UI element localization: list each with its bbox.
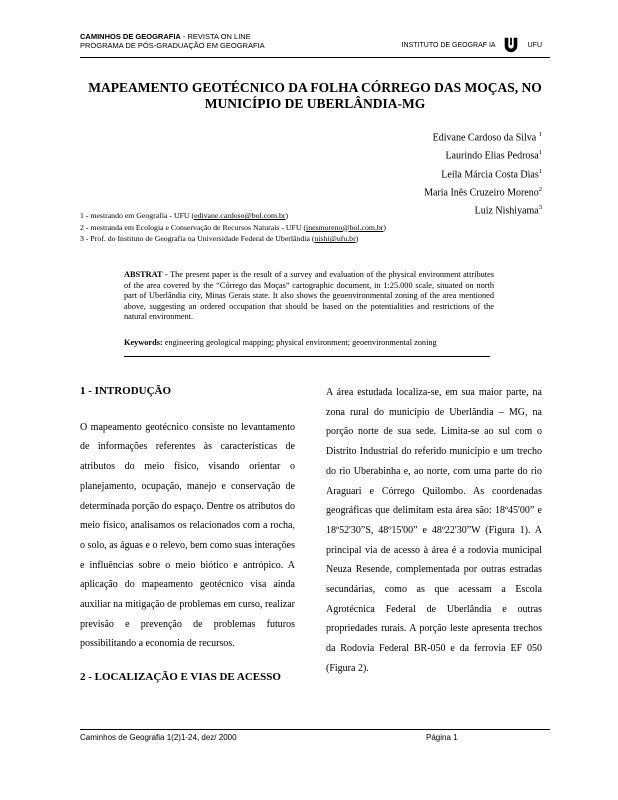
author: Edivane Cardoso da Silva $^1$ xyxy=(432,131,542,144)
introduction-paragraph: O mapeamento geotécnico consiste no levantamento de informações referentes às características de atributos do meio físico, visando orientar o planejamento, ocupação, manejo e conservação de determinada porção do espaço. Dentre os atributos do meio físico, analisamos os relacionados com a rocha, o solo, as águas e o relevo, bem como suas interações e influências sobre o meio biótico e antrópico. A aplicação do mapeamento geotécnico visa ainda auxiliar na mitigação de problemas em curso, realizar previsão e prevenção de problemas futuros possibilitando a economia de recursos. xyxy=(80,421,295,650)
university-name: UFU xyxy=(527,41,542,49)
left-column xyxy=(80,382,295,688)
affiliation-note: 3 - Prof. do Instituto de Geografia na Universidade Federal de Uberlândia (nishi@ufu.br) xyxy=(80,234,359,243)
institute-header xyxy=(402,36,542,54)
author: Maria Inês Cruzeiro Moreno$^2$ xyxy=(424,185,542,199)
email-link[interactable]: edivane.cardoso@bol.com.br xyxy=(194,211,286,220)
section-heading-location: 2 - LOCALIZAÇÃO E VIAS DE ACESSO xyxy=(80,671,281,684)
keywords-text: engineering geological mapping; physical environment; geoenvironmental zoning xyxy=(162,338,437,347)
abstract xyxy=(124,270,494,323)
program-name: PROGRAMA DE PÓS-GRADUAÇÃO EM GEOGRAFIA xyxy=(80,41,265,50)
footer-divider xyxy=(80,729,550,730)
affiliation-note: 1 - mestrando em Geografia - UFU (edivane.cardoso@bol.com.br) xyxy=(80,211,289,220)
running-header xyxy=(80,32,265,50)
affiliation-notes xyxy=(80,210,386,245)
author: Laurindo Elias Pedrosa$^1$ xyxy=(445,149,542,162)
author-list xyxy=(424,127,542,219)
right-column xyxy=(326,383,542,679)
header-divider xyxy=(80,57,550,58)
abstract-label: ABSTRAT - xyxy=(124,270,168,279)
author: Leila Márcia Costa Dias$^1$ xyxy=(441,167,542,180)
location-paragraph: A área estudada localiza-se, em sua maior parte, na zona rural do município de Uberlândia – MG, na porção norte de sua sede. Limita-se ao sul com o Distrito Industrial do referido município e um trecho do rio Uberabinha e, ao norte, com uma parte do rio Araguari e Córrego Quilombo. As coordenadas geográficas que delimitam esta área são: 18º45'00” e 18º52'30”S, 48º15'00” e 48º22'30”W (Figura 1). A principal via de acesso à área é a rodovia municipal Neuza Resende, complementada por outras estradas secundárias, como as que acessam a Escola Agrotécnica Federal de Uberlândia e outras propriedades rurais. A porção leste apresenta trechos da Rodovia Federal BR-050 e da ferrovia EF 050 (Figura 2). xyxy=(326,387,542,674)
paper-title: MAPEAMENTO GEOTÉCNICO DA FOLHA CÓRREGO DAS MOÇAS, NO MUNICÍPIO DE UBERLÂNDIA-MG xyxy=(88,80,542,111)
page-number: Página 1 xyxy=(426,733,458,742)
ufu-logo-icon xyxy=(502,36,520,54)
footer-citation: Caminhos de Geografia 1(2)1-24, dez/ 2000 xyxy=(80,733,237,742)
abstract-text: The present paper is the result of a survey and evaluation of the physical environment attributes of the area covered by the “Córrego das Moças” cartographic document, in 1:25.000 scale, situated on north part of Uberlândia city, Minas Gerais state. It also shows the geoenvironmental zoning of the area mentioned above, suggesting an ordered occupation that should be based on the potentialities and restrictions of the natural environment. xyxy=(124,270,495,322)
section-heading-introduction: 1 - INTRODUÇÃO xyxy=(80,385,172,397)
affiliation-note: 2 - mestranda em Ecologia e Conservação de Recursos Naturais - UFU (inesmoreno@bol.com.br) xyxy=(80,222,386,232)
institute-name: INSTITUTO DE GEOGRAF IA xyxy=(401,41,496,49)
email-link[interactable]: inesmoreno@bol.com.br xyxy=(306,222,384,232)
journal-suffix: - REVISTA ON LINE xyxy=(180,32,251,41)
keywords-divider xyxy=(124,356,490,357)
email-link[interactable]: nishi@ufu.br xyxy=(314,234,356,243)
keywords-label: Keywords: xyxy=(124,338,163,347)
journal-name: CAMINHOS DE GEOGRAFIA xyxy=(80,32,181,41)
keywords xyxy=(124,338,494,347)
author: Luiz Nishiyama$^3$ xyxy=(474,204,542,217)
